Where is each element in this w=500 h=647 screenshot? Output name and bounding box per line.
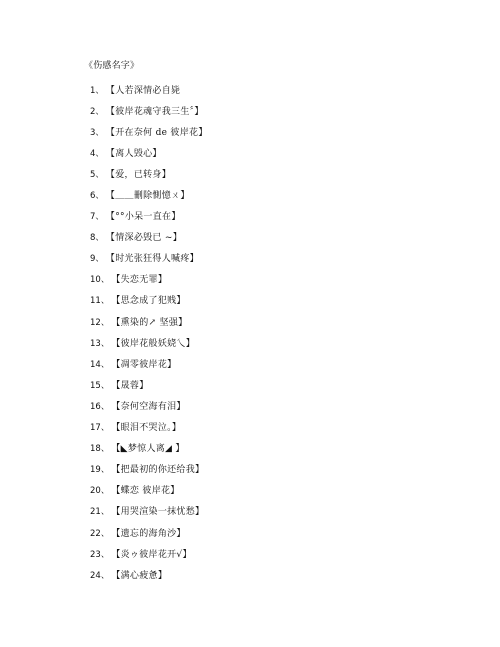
list-item-text: 【奈何空海有泪】 [111,401,186,412]
list-item [90,523,208,544]
list-item [90,122,208,143]
list-item-text: 【失恋无罪】 [111,275,168,286]
list-item-text: 【彼岸花魂守我三生〞】 [105,106,204,117]
list-item-text: 【满心疲惫】 [111,570,168,581]
list-item [90,544,208,565]
list-item [90,502,208,523]
list-item-number: 16、 [90,401,110,412]
list-item [90,354,208,375]
list-item-number: 9、 [90,254,104,265]
list-item-text: 【凋零彼岸花】 [111,359,177,370]
list-item-text: 【炎ゥ彼岸花开√】 [111,549,192,560]
list-item-number: 21、 [90,507,110,518]
list-item-text: 【思念成了犯贱】 [111,296,186,307]
list-item-text: 【熏染的↗ 坚强】 [111,317,188,328]
list-item-number: 11、 [90,296,110,307]
list-item-text: 【时光张狂得人喊疼】 [105,254,199,265]
list-item [90,270,208,291]
list-item-number: 19、 [90,465,110,476]
list-item-number: 2、 [90,106,104,117]
list-item-text: 【人若深情必自毙 [105,85,181,96]
list-item-number: 20、 [90,486,110,497]
list-item-number: 12、 [90,317,110,328]
list-item [90,207,208,228]
list-item-number: 22、 [90,528,110,539]
list-item [90,312,208,333]
list-item-number: 17、 [90,423,110,434]
list-item [90,80,208,101]
list-item-text: 【蝶恋 彼岸花】 [111,486,180,497]
list-item-text: 【用哭渲染一抹忧愁】 [111,507,205,518]
list-item [90,228,208,249]
list-item [90,375,208,396]
list-item [90,185,208,206]
list-item-number: 13、 [90,338,110,349]
list-item-text: 【彼岸花般妖娆乀】 [111,338,196,349]
list-item-text: 【°°小呆一直在】 [105,212,181,223]
list-item [90,460,208,481]
document-title: 《伤感名字》 [84,61,140,71]
list-item-number: 7、 [90,212,104,223]
list-item-number: 3、 [90,127,104,138]
list-item-text: 【情深必毁已 ~】 [105,233,183,244]
list-item-number: 8、 [90,233,104,244]
list-item-number: 18、 [90,444,110,455]
list-item [90,418,208,439]
list-item-text: 【遗忘的海角沙】 [111,528,186,539]
list-item-number: 14、 [90,359,110,370]
list-item-text: 【离人毁心】 [105,148,162,159]
list-item-number: 24、 [90,570,110,581]
list-item-text: 【眼泪不哭泣。】 [111,423,182,434]
list-item-number: 23、 [90,549,110,560]
list-item [90,249,208,270]
list-item-text: 【爱，已转身】 [105,169,172,180]
list-item [90,291,208,312]
list-item-text: 【晟蓉】 [111,380,149,391]
list-item-number: 10、 [90,275,110,286]
list-item [90,164,208,185]
name-list [90,80,208,586]
list-item [90,333,208,354]
list-item-text: 【◣梦惊人离◢ 】 [111,444,185,455]
list-item [90,439,208,460]
list-item [90,565,208,586]
list-item-text: 【把最初的你还给我】 [111,465,205,476]
list-item [90,143,208,164]
list-item-number: 5、 [90,169,104,180]
list-item-number: 4、 [90,148,104,159]
list-item [90,481,208,502]
list-item-text: 【开在奈何 de 彼岸花】 [105,127,208,138]
list-item-text: 【＿＿刪除惻憶ㄨ】 [105,191,190,202]
list-item-number: 6、 [90,191,104,202]
list-item-number: 1、 [90,85,104,96]
list-item [90,396,208,417]
list-item [90,101,208,122]
list-item-number: 15、 [90,380,110,391]
